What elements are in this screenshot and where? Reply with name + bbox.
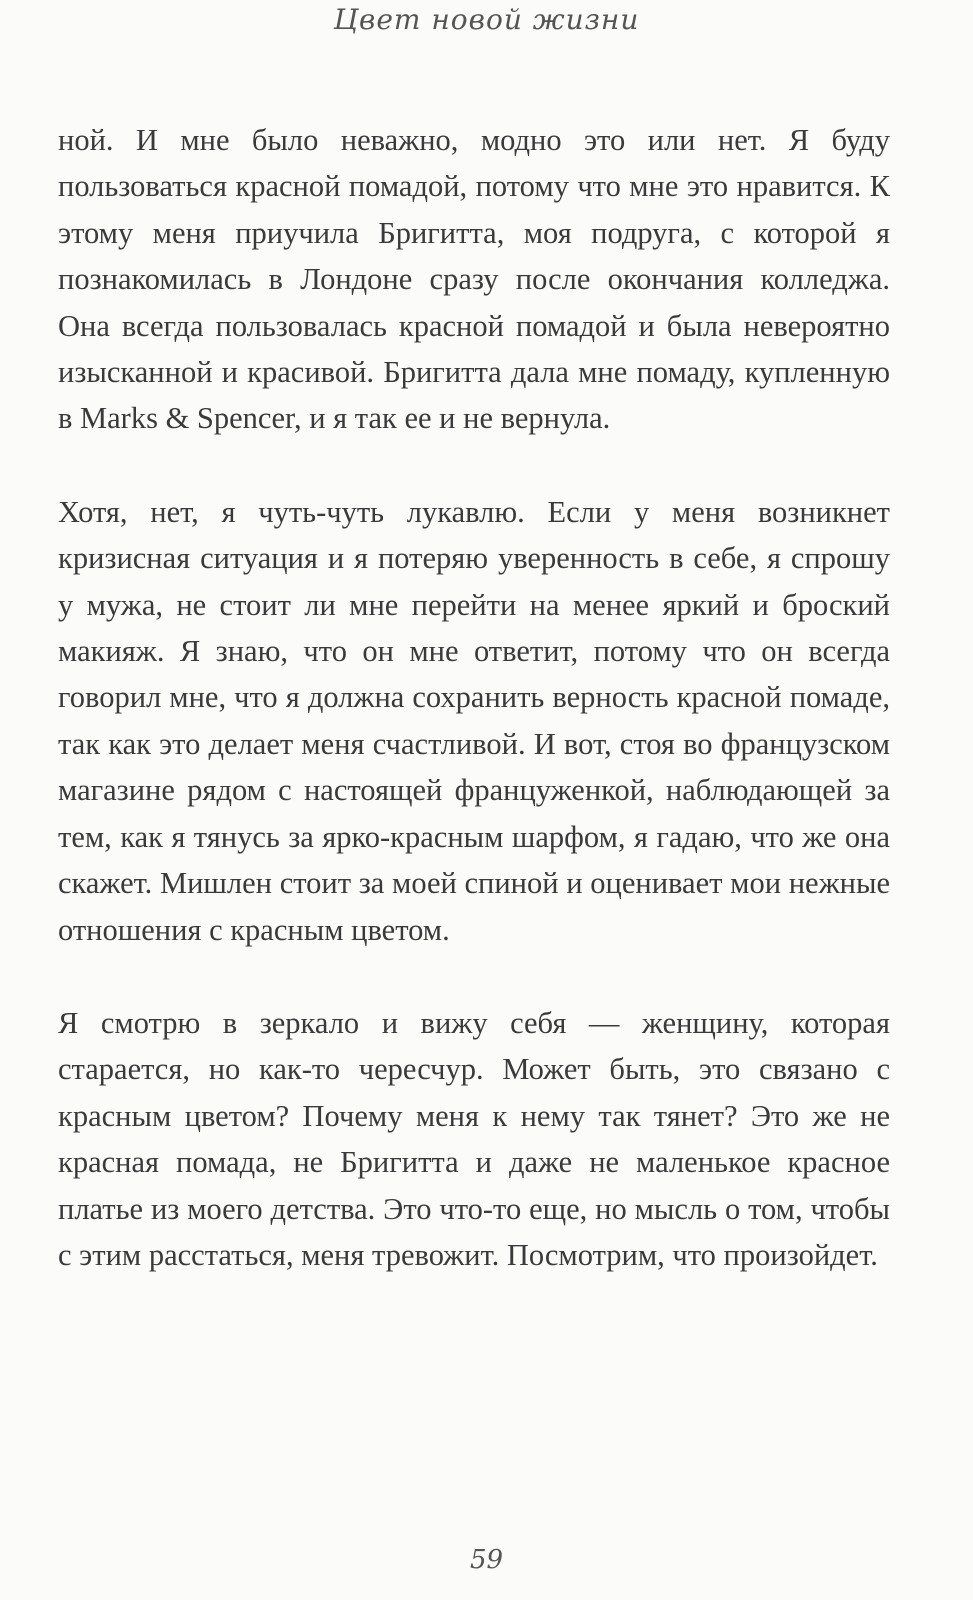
- running-title: Цвет новой жизни: [333, 3, 640, 36]
- page-number: 59: [469, 1545, 504, 1575]
- paragraph-1: ной. И мне было неважно, модно это или нет. Я буду пользоваться красной помадой, потому что мне это нравится. К этому меня приучила Бригитта, моя подруга, с которой я познакомилась в Лондоне сразу после окончания колледжа. Она всегда пользовалась красной помадой и была невероятно изысканной и красивой. Бригитта дала мне помаду, купленную в Marks & Spencer, и я так ее и не вернула.: [58, 123, 890, 436]
- page-body: [58, 117, 890, 1278]
- paragraph-3: Я смотрю в зеркало и вижу себя — женщину, которая старается, но как-то чересчур. Может быть, это связано с красным цветом? Почему меня к нему так тянет? Это же не красная помада, не Бригитта и даже не маленькое красное платье из моего детства. Это что-то еще, но мысль о том, чтобы с этим расстаться, меня тревожит. Посмотрим, что произойдет.: [58, 1005, 890, 1272]
- paragraph-2: Хотя, нет, я чуть-чуть лукавлю. Если у меня возникнет кризисная ситуация и я потеряю уверенность в себе, я спрошу у мужа, не стоит ли мне перейти на менее яркий и броский макияж. Я знаю, что он мне ответит, потому что он всегда говорил мне, что я должна сохранить верность красной помаде, так как это делает меня счастливой. И вот, стоя во французском магазине рядом с настоящей француженкой, наблюдающей за тем, как я тянусь за ярко-красным шарфом, я гадаю, что же она скажет. Мишлен стоит за моей спиной и оценивает мои нежные отношения с красным цветом.: [58, 494, 890, 947]
